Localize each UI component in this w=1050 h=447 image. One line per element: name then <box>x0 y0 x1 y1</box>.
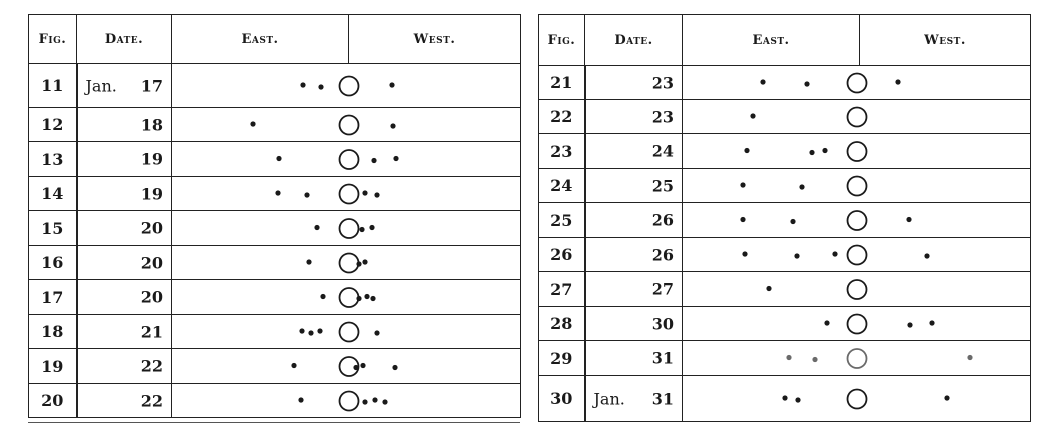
satellite-dot <box>362 190 367 195</box>
date-day: 23 <box>651 107 674 126</box>
figure-number: 14 <box>29 177 77 211</box>
satellite-dot <box>944 395 949 400</box>
left-observation-table <box>28 14 520 414</box>
table-row <box>29 280 521 315</box>
date-day: 18 <box>140 115 163 134</box>
figure-number: 16 <box>29 246 77 280</box>
header-fig: Fig. <box>29 15 77 64</box>
observation-date <box>77 315 172 349</box>
configuration-plot <box>172 64 521 108</box>
header-east-west <box>683 15 1031 66</box>
left-table-grid <box>28 14 521 418</box>
figure-number: 30 <box>539 376 585 422</box>
observation-date <box>585 341 683 376</box>
table-row <box>29 64 521 108</box>
observation-date <box>585 100 683 134</box>
satellite-dot <box>786 355 791 360</box>
configuration-sketch <box>683 307 1031 341</box>
configuration-sketch <box>683 100 1031 134</box>
configuration-plot <box>172 315 521 349</box>
configuration-plot <box>683 134 1031 169</box>
satellite-dot <box>304 192 309 197</box>
satellite-dot <box>314 225 319 230</box>
satellite-dot <box>362 259 367 264</box>
satellite-dot <box>250 121 255 126</box>
configuration-sketch <box>172 280 521 315</box>
header-date: Date. <box>77 15 172 64</box>
satellite-dot <box>822 148 827 153</box>
table-row <box>539 272 1031 307</box>
date-day: 31 <box>651 389 674 408</box>
observation-date <box>585 203 683 238</box>
satellite-dot <box>299 328 304 333</box>
header-west: West. <box>924 32 966 48</box>
configuration-sketch <box>683 341 1031 376</box>
left-table-body <box>29 64 521 418</box>
date-day: 27 <box>651 279 674 299</box>
table-row <box>539 376 1031 422</box>
right-table-grid <box>538 14 1031 422</box>
satellite-dot <box>389 82 394 87</box>
satellite-dot <box>362 399 367 404</box>
table-row <box>539 134 1031 169</box>
observation-date <box>77 280 172 315</box>
planet-disc <box>848 211 867 230</box>
observation-date <box>77 108 172 142</box>
table-row <box>539 203 1031 238</box>
figure-number: 18 <box>29 315 77 349</box>
figure-number: 19 <box>29 349 77 384</box>
table-row <box>29 177 521 211</box>
satellite-dot <box>276 156 281 161</box>
configuration-plot <box>172 142 521 177</box>
date-day: 22 <box>140 356 163 376</box>
configuration-sketch <box>683 376 1031 422</box>
satellite-dot <box>308 330 313 335</box>
table-row <box>539 169 1031 203</box>
date-day: 23 <box>651 73 674 92</box>
planet-disc <box>340 77 359 96</box>
configuration-plot <box>683 307 1031 341</box>
table-row <box>29 315 521 349</box>
planet-disc <box>340 288 359 307</box>
satellite-dot <box>356 296 361 301</box>
satellite-dot <box>929 320 934 325</box>
satellite-dot <box>742 251 747 256</box>
planet-disc <box>848 315 867 334</box>
table-row <box>539 66 1031 100</box>
satellite-dot <box>291 363 296 368</box>
configuration-sketch <box>683 66 1031 100</box>
configuration-sketch <box>172 64 521 108</box>
satellite-dot <box>320 294 325 299</box>
planet-disc <box>848 142 867 161</box>
header-east: East. <box>172 15 349 63</box>
satellite-dot <box>382 399 387 404</box>
planet-disc <box>340 185 359 204</box>
satellite-dot <box>353 365 358 370</box>
satellite-dot <box>744 148 749 153</box>
satellite-dot <box>832 251 837 256</box>
planet-disc <box>340 323 359 342</box>
satellite-dot <box>300 82 305 87</box>
configuration-plot <box>172 246 521 280</box>
configuration-sketch <box>172 315 521 349</box>
figure-number: 29 <box>539 341 585 376</box>
table-row <box>539 341 1031 376</box>
date-day: 20 <box>140 218 163 238</box>
figure-number: 24 <box>539 169 585 203</box>
satellite-dot <box>895 79 900 84</box>
satellite-dot <box>275 190 280 195</box>
left-table-bottom-rule <box>28 422 520 423</box>
configuration-plot <box>172 280 521 315</box>
observation-date <box>77 211 172 246</box>
configuration-sketch <box>172 246 521 280</box>
figure-number: 15 <box>29 211 77 246</box>
planet-disc <box>848 108 867 127</box>
configuration-sketch <box>683 238 1031 272</box>
date-month: Jan. <box>593 389 625 408</box>
satellite-dot <box>298 397 303 402</box>
satellite-dot <box>306 259 311 264</box>
observation-date <box>77 384 172 418</box>
configuration-plot <box>683 169 1031 203</box>
configuration-plot <box>683 66 1031 100</box>
figure-number: 25 <box>539 203 585 238</box>
header-east: East. <box>683 15 860 65</box>
satellite-dot <box>364 294 369 299</box>
configuration-sketch <box>172 177 521 211</box>
table-row <box>29 108 521 142</box>
table-row <box>29 211 521 246</box>
satellite-dot <box>804 81 809 86</box>
observation-date <box>585 238 683 272</box>
observation-date <box>77 64 172 108</box>
table-row <box>539 307 1031 341</box>
table-row <box>539 238 1031 272</box>
satellite-dot <box>392 365 397 370</box>
figure-number: 27 <box>539 272 585 307</box>
configuration-sketch <box>683 203 1031 238</box>
satellite-dot <box>799 184 804 189</box>
date-day: 24 <box>651 141 674 161</box>
date-day: 22 <box>140 391 163 410</box>
satellite-dot <box>740 217 745 222</box>
figure-number: 17 <box>29 280 77 315</box>
right-observation-table <box>538 14 1030 424</box>
table-row <box>29 384 521 418</box>
observation-date <box>585 66 683 100</box>
satellite-dot <box>369 225 374 230</box>
configuration-plot <box>172 384 521 418</box>
satellite-dot <box>766 286 771 291</box>
table-row <box>29 142 521 177</box>
date-day: 20 <box>140 287 163 307</box>
configuration-plot <box>683 376 1031 422</box>
figure-number: 21 <box>539 66 585 100</box>
planet-disc <box>340 392 359 411</box>
figure-number: 23 <box>539 134 585 169</box>
configuration-plot <box>172 211 521 246</box>
satellite-dot <box>750 113 755 118</box>
satellite-dot <box>906 217 911 222</box>
configuration-sketch <box>172 384 521 418</box>
configuration-sketch <box>683 272 1031 307</box>
observation-date <box>77 246 172 280</box>
planet-disc <box>340 219 359 238</box>
date-day: 26 <box>651 245 674 264</box>
date-day: 30 <box>651 314 674 333</box>
satellite-dot <box>794 253 799 258</box>
satellite-dot <box>393 156 398 161</box>
satellite-dot <box>967 355 972 360</box>
header-east-west <box>172 15 521 64</box>
planet-disc <box>848 390 867 409</box>
satellite-dot <box>359 227 364 232</box>
observation-date <box>77 349 172 384</box>
date-day: 19 <box>140 184 163 203</box>
planet-disc <box>848 349 867 368</box>
satellite-dot <box>317 328 322 333</box>
satellite-dot <box>740 182 745 187</box>
satellite-dot <box>812 357 817 362</box>
figure-number: 12 <box>29 108 77 142</box>
satellite-dot <box>371 158 376 163</box>
satellite-dot <box>824 320 829 325</box>
configuration-plot <box>683 100 1031 134</box>
satellite-dot <box>907 322 912 327</box>
satellite-dot <box>782 395 787 400</box>
satellite-dot <box>924 253 929 258</box>
table-row <box>29 349 521 384</box>
satellite-dot <box>390 123 395 128</box>
observation-date <box>77 177 172 211</box>
date-day: 19 <box>140 149 163 169</box>
planet-disc <box>848 177 867 196</box>
configuration-plot <box>172 177 521 211</box>
date-day: 20 <box>140 253 163 272</box>
figure-number: 20 <box>29 384 77 418</box>
satellite-dot <box>795 397 800 402</box>
planet-disc <box>340 254 359 273</box>
satellite-dot <box>360 363 365 368</box>
satellite-dot <box>372 397 377 402</box>
configuration-plot <box>172 108 521 142</box>
planet-disc <box>848 74 867 93</box>
header-west: West. <box>413 31 456 47</box>
configuration-sketch <box>683 134 1031 169</box>
date-day: 31 <box>651 348 674 368</box>
planet-disc <box>848 280 867 299</box>
satellite-dot <box>809 150 814 155</box>
planet-disc <box>340 150 359 169</box>
configuration-plot <box>683 203 1031 238</box>
date-day: 21 <box>140 322 163 341</box>
configuration-sketch <box>172 108 521 142</box>
planet-disc <box>340 116 359 135</box>
configuration-plot <box>683 341 1031 376</box>
satellite-dot <box>374 330 379 335</box>
figure-number: 26 <box>539 238 585 272</box>
right-table-body <box>539 66 1031 422</box>
date-day: 26 <box>651 210 674 230</box>
date-month: Jan. <box>85 76 117 95</box>
figure-number: 28 <box>539 307 585 341</box>
configuration-sketch <box>172 349 521 384</box>
date-day: 17 <box>140 76 163 95</box>
configuration-sketch <box>683 169 1031 203</box>
figure-number: 22 <box>539 100 585 134</box>
satellite-dot <box>374 192 379 197</box>
date-day: 25 <box>651 176 674 195</box>
satellite-dot <box>370 296 375 301</box>
planet-disc <box>848 246 867 265</box>
observation-date <box>585 169 683 203</box>
satellite-dot <box>318 84 323 89</box>
header-date: Date. <box>585 15 683 66</box>
observation-date <box>585 376 683 422</box>
satellite-dot <box>790 219 795 224</box>
observation-date <box>585 134 683 169</box>
configuration-sketch <box>172 142 521 177</box>
observation-date <box>77 142 172 177</box>
observation-date <box>585 307 683 341</box>
figure-number: 11 <box>29 64 77 108</box>
header-fig: Fig. <box>539 15 585 66</box>
configuration-plot <box>683 272 1031 307</box>
figure-number: 13 <box>29 142 77 177</box>
observation-date <box>585 272 683 307</box>
satellite-dot <box>760 79 765 84</box>
configuration-plot <box>683 238 1031 272</box>
table-row <box>539 100 1031 134</box>
satellite-dot <box>356 261 361 266</box>
table-row <box>29 246 521 280</box>
configuration-sketch <box>172 211 521 246</box>
configuration-plot <box>172 349 521 384</box>
